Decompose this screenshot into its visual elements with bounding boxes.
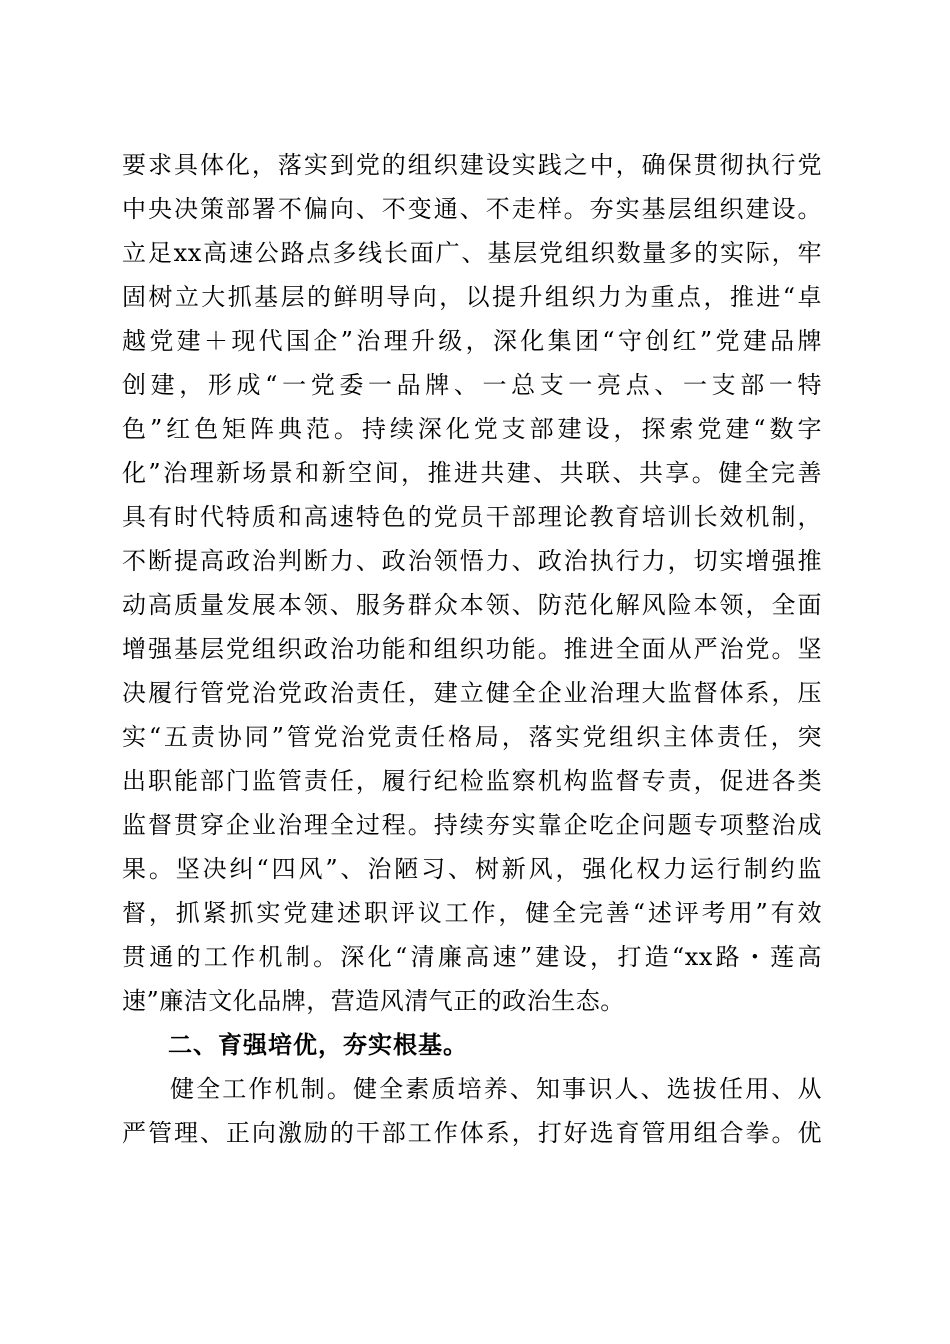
paragraph-line: 督，抓紧抓实党建述职评议工作，健全完善“述评考用”有效 <box>122 899 822 927</box>
paragraph-line: 健全工作机制。健全素质培养、知事识人、选拔任用、从 <box>170 1075 822 1103</box>
paragraph-line: 固树立大抓基层的鲜明导向，以提升组织力为重点，推进“卓 <box>122 283 822 311</box>
paragraph-line: 不断提高政治判断力、政治领悟力、政治执行力，切实增强推 <box>122 547 822 575</box>
paragraph-line: 决履行管党治党政治责任，建立健全企业治理大监督体系，压 <box>122 679 822 707</box>
paragraph-line: 动高质量发展本领、服务群众本领、防范化解风险本领，全面 <box>122 591 822 619</box>
paragraph-line: 要求具体化，落实到党的组织建设实践之中，确保贯彻执行党 <box>122 151 822 179</box>
paragraph-line: 越党建＋现代国企”治理升级，深化集团“守创红”党建品牌 <box>122 327 822 355</box>
paragraph-line: 出职能部门监管责任，履行纪检监察机构监督专责，促进各类 <box>122 767 822 795</box>
section-heading: 二、育强培优，夯实根基。 <box>168 1031 468 1059</box>
paragraph-line: 中央决策部署不偏向、不变通、不走样。夯实基层组织建设。 <box>122 195 822 223</box>
paragraph-line: 监督贯穿企业治理全过程。持续夯实靠企吃企问题专项整治成 <box>122 811 822 839</box>
paragraph-line: 具有时代特质和高速特色的党员干部理论教育培训长效机制， <box>122 503 822 531</box>
document-body <box>122 143 822 1155</box>
paragraph-line: 速”廉洁文化品牌，营造风清气正的政治生态。 <box>122 987 625 1015</box>
paragraph-line: 严管理、正向激励的干部工作体系，打好选育管用组合拳。优 <box>122 1119 822 1147</box>
paragraph-line: 化”治理新场景和新空间，推进共建、共联、共享。健全完善 <box>122 459 822 487</box>
paragraph-line: 实“五责协同”管党治党责任格局，落实党组织主体责任，突 <box>122 723 822 751</box>
paragraph-line: 果。坚决纠“四风”、治陋习、树新风，强化权力运行制约监 <box>122 855 822 883</box>
paragraph-line: 增强基层党组织政治功能和组织功能。推进全面从严治党。坚 <box>122 635 822 663</box>
paragraph-line: 创建，形成“一党委一品牌、一总支一亮点、一支部一特 <box>122 371 822 399</box>
paragraph-line: 贯通的工作机制。深化“清廉高速”建设，打造“xx路・莲高 <box>122 943 822 971</box>
paragraph-line: 立足xx高速公路点多线长面广、基层党组织数量多的实际，牢 <box>122 239 822 267</box>
paragraph-1 <box>122 143 822 1023</box>
paragraph-2 <box>122 1067 822 1155</box>
paragraph-line: 色”红色矩阵典范。持续深化党支部建设，探索党建“数字 <box>122 415 822 443</box>
